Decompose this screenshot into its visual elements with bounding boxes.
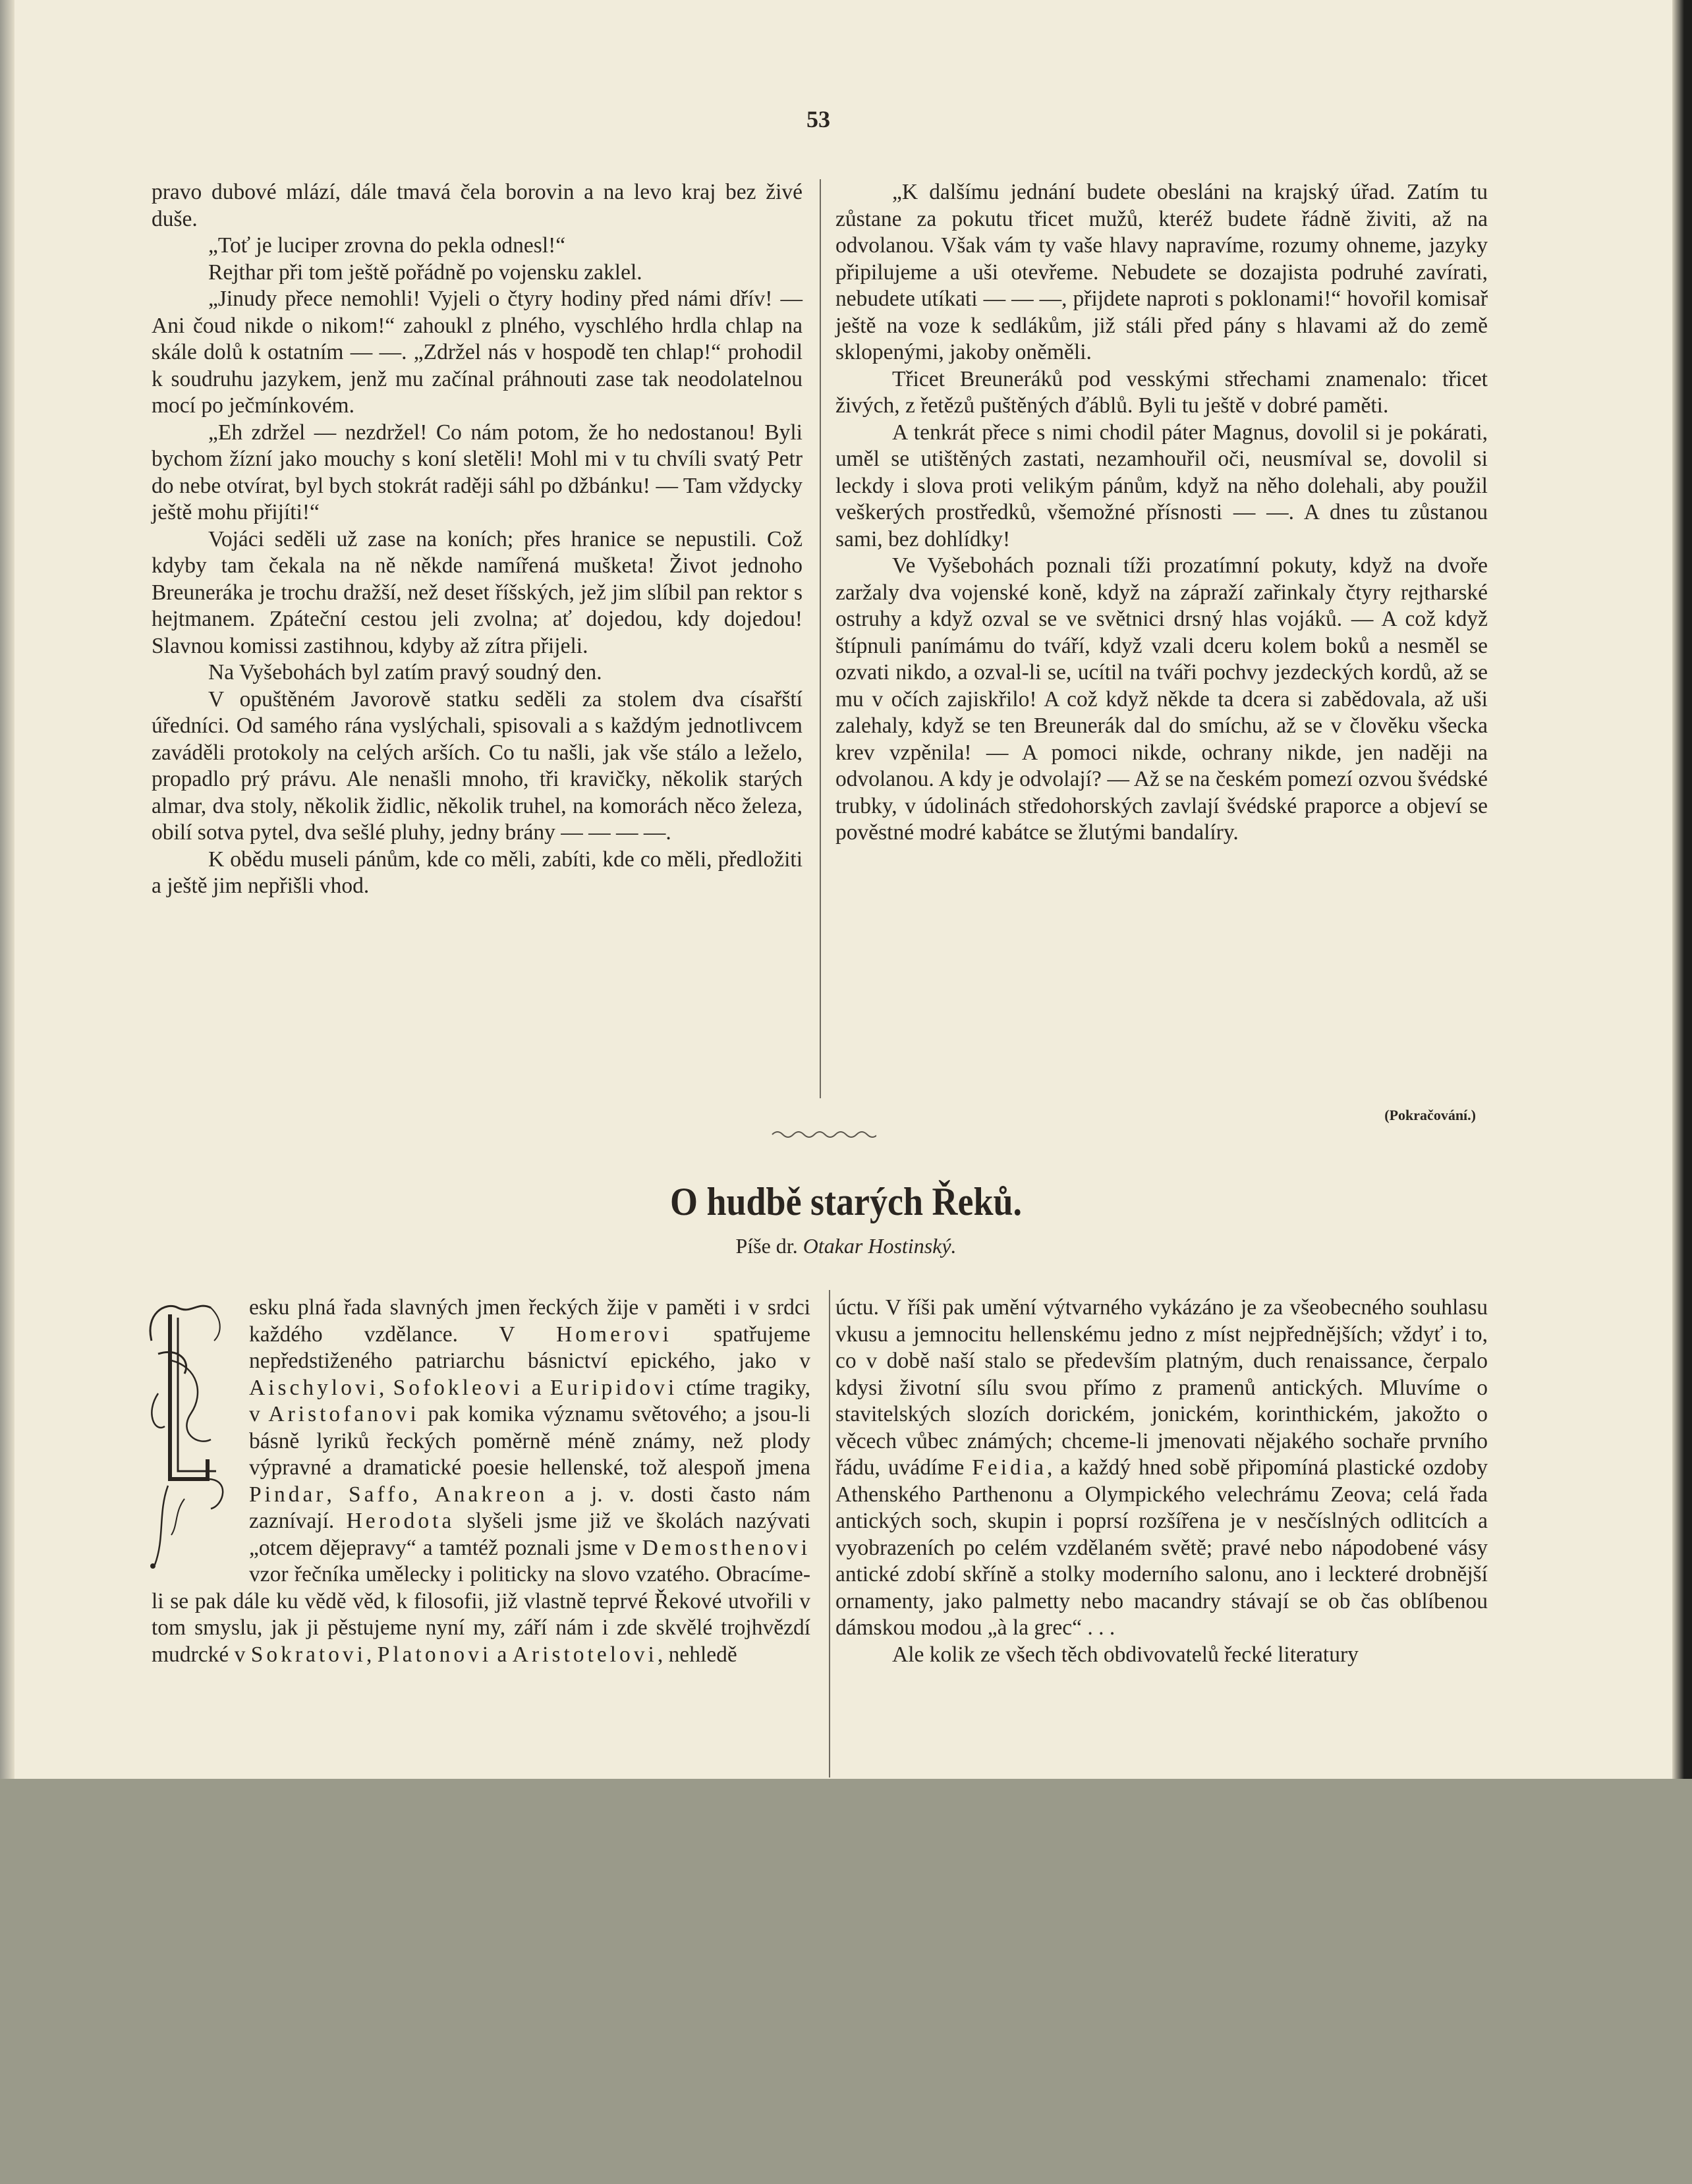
continued-label: (Pokračování.)	[1384, 1107, 1476, 1123]
lower-right-column	[835, 1295, 1488, 1668]
ornamental-initial-graphic	[138, 1262, 231, 1575]
scan-background-band	[0, 1779, 1692, 2184]
paragraph: Ale kolik ze všech těch obdivovatelů řecké literatury	[892, 1642, 1359, 1667]
column-divider	[829, 1290, 830, 1778]
page-number: 53	[806, 106, 830, 132]
paragraph: „Eh zdržel — nezdržel! Co nám potom, že ho nedostanou! Byli bychom žízní jako mouchy s koní sletěli! Mohl mi v tu chvíli svatý Petr do nebe otvírat, byl bych stokrát raději sáhl po džbánku! — Tam vždycky ještě mohu přijíti!“	[152, 420, 803, 524]
wavy-separator	[771, 1127, 876, 1142]
upper-left-column	[152, 179, 803, 900]
byline	[0, 1234, 1692, 1258]
paragraph: „K dalšímu jednání budete obesláni na krajský úřad. Zatím tu zůstane za pokutu třicet mužů, kteréž budete řádně živiti, až na odvolanou. Však vám ty vaše hlavy napravíme, rozumy ohneme, jazyky připilujeme a uši otevřeme. Nebudete se dozajista podruhé zavírati, nebudete utíkati — — —, přijdete naproti s poklonami!“ hovořil komisař ještě na voze k sedlákům, již stáli před pány s hlavami až do země sklopenými, jakoby oněměli.	[835, 180, 1488, 364]
paragraph: Rejthar při tom ještě pořádně po vojensku zaklel.	[208, 260, 642, 285]
paragraph: V opuštěném Javorově statku seděli za stolem dva císařští úředníci. Od samého rána vyslýchali, spisovali a s každým jednotlivcem zaváděli protokoly na celých arších. Co tu našli, jak vše stálo a leželo, propadlo prý právu. Ale nenašli mnoho, tři kravičky, několik starých almar, dva stoly, několik židlic, několik truhel, na komorách něco železa, obilí sotva pytel, dva sešlé pluhy, jedny brány — — — —.	[152, 686, 803, 845]
page-right-edge	[1672, 0, 1692, 1779]
paragraph: pravo dubové mlází, dále tmavá čela borovin a na levo kraj bez živé duše.	[152, 180, 803, 231]
byline-prefix: Píše dr.	[735, 1234, 798, 1258]
article-title: O hudbě starých Řeků.	[669, 1180, 1023, 1223]
ornamental-initial-L	[138, 1262, 231, 1575]
paragraph: „Jinudy přece nemohli! Vyjeli o čtyry hodiny před námi dřív! — Ani čoud nikde o nikom!“ zahoukl z plného, vyschlého hrdla chlap na skále dolů k ostatním — —. „Zdržel nás v hospodě ten chlap!“ prohodil k soudruhu jazykem, jenž mu začínal práhnouti zase tak neodolatelnou mocí po ječmínkovém.	[152, 287, 803, 418]
author-name: Otakar Hostinský.	[803, 1234, 957, 1258]
paragraph: úctu. V říši pak umění výtvarného vykázáno je za všeobecného souhlasu vkusu a jemnocitu hellenskému jedno z míst nejpřednějších; vždyť i to, co v době naší stalo se především platným, duch renaissance, čerpalo kdysi životní sílu svou přímo z pramenů antických. Mluvíme o stavitelských slozích dorickém, jonickém, korinthickém, jakožto o věcech vůbec známých; chceme-li jmenovati nějakého sochaře prvního řádu, uvádíme Feidia, a každý hned sobě připomíná plastické ozdoby Athenského Parthenonu a Olympického velechrámu Zeova; celá řada antických soch, skupin i poprsí rozšířena je v nesčíslných odlitcích a vyobrazeních po celém vzdělaném světě; pravé nebo nápodobené vásy antické zdobí skříně a stolky moderního salonu, ano i leckteré drobnější ornamenty, jako palmetty nebo macandry stávají se ob čas oblíbenou dámskou modou „à la grec“ . . .	[835, 1295, 1488, 1640]
paragraph: Na Vyšebohách byl zatím pravý soudný den.	[208, 660, 602, 685]
book-spine-shadow	[0, 0, 14, 1779]
paragraph: „Toť je luciper zrovna do pekla odnesl!“	[208, 233, 566, 258]
paragraph: Ve Vyšebohách poznali tíži prozatímní pokuty, když na dvoře zaržaly dva vojenské koně, když na zápraží zařinkaly čtyry rejtharské ostruhy a když ozval se ve světnici drsný hlas vojáků. — A což když štípnuli panímámu do tváří, když vzali dceru kolem boků a nesměl se ozvati nikdo, a ozval-li se, ucítil na tváři pochvy jezdeckých kordů, až se mu v očích zajiskřilo! A což když někde ta dcera si zabědovala, až uši zalehaly, když se ten Breunerák dal do smíchu, až se v člověku všecka krev vzpěnila! — A pomoci nikde, ochrany nikde, jen naději na odvolanou. A kdy je odvolají? — Až se na českém pomezí ozvou švédské trubky, v údolinách středohorských zavlají švédské praporce a objeví se pověstné modré kabátce se žlutými bandalíry.	[835, 553, 1488, 845]
upper-right-column	[835, 179, 1488, 847]
paragraph: Vojáci seděli už zase na koních; přes hranice se nepustili. Což kdyby tam čekala na ně někde namířená mušketa! Život jednoho Breuneráka je trochu dražší, než deset říšských, jež jim slíbil pan rektor s hejtmanem. Zpáteční cestou jeli zvolna; ať dojedou, kdy dojedou! Slavnou komissi zastihnou, kdyby až zítra přijeli.	[152, 526, 803, 658]
paragraph: Třicet Breuneráků pod vesskými střechami znamenalo: třicet živých, z řetězů puštěných ďáblů. Byli tu ještě v dobré paměti.	[835, 366, 1488, 418]
lower-left-column	[152, 1295, 810, 1668]
paragraph: K obědu museli pánům, kde co měli, zabíti, kde co měli, předložiti a ještě jim nepřišli vhod.	[152, 847, 803, 898]
paragraph: esku plná řada slavných jmen řeckých žije v paměti i v srdci každého vzdělance. V Homerovi spatřujeme nepředstiženého patriarchu básnictví epického, jako v Aischylovi, Sofokleovi a Euripidovi ctíme tragiky, v Aristofanovi pak komika významu světového; a jsou-li básně lyriků řeckých poměrně méně známy, než plody výpravné a dramatické poesie hellenské, tož alespoň jmena Pindar, Saffo, Anakreon a j. v. dosti často nám zaznívají. Herodota slyšeli jsme již ve školách nazývati „otcem dějepravy“ a tamtéž poznali jsme v Demosthenovi vzor řečníka umělecky i politicky na slovo vzatého. Obracíme-li se pak dále ku vědě věd, k filosofii, již vlastně teprvé Řekové utvořili v tom smyslu, jak ji pěstujeme nyní my, září nám i zde skvělé trojhvězdí mudrcké v Sokratovi, Platonovi a Aristotelovi, nehledě	[152, 1295, 811, 1667]
column-divider	[820, 179, 821, 1098]
paragraph: A tenkrát přece s nimi chodil páter Magnus, dovolil si je pokárati, uměl se utištěných zastati, nezamhouřil oči, neusmíval se, dovolil si leckdy i slova proti velikým pánům, když na něho dolehali, aby použil veškerých prostředků, všemožné přísnosti — —. A dnes tu zůstanou sami, bez dohlídky!	[835, 420, 1488, 551]
